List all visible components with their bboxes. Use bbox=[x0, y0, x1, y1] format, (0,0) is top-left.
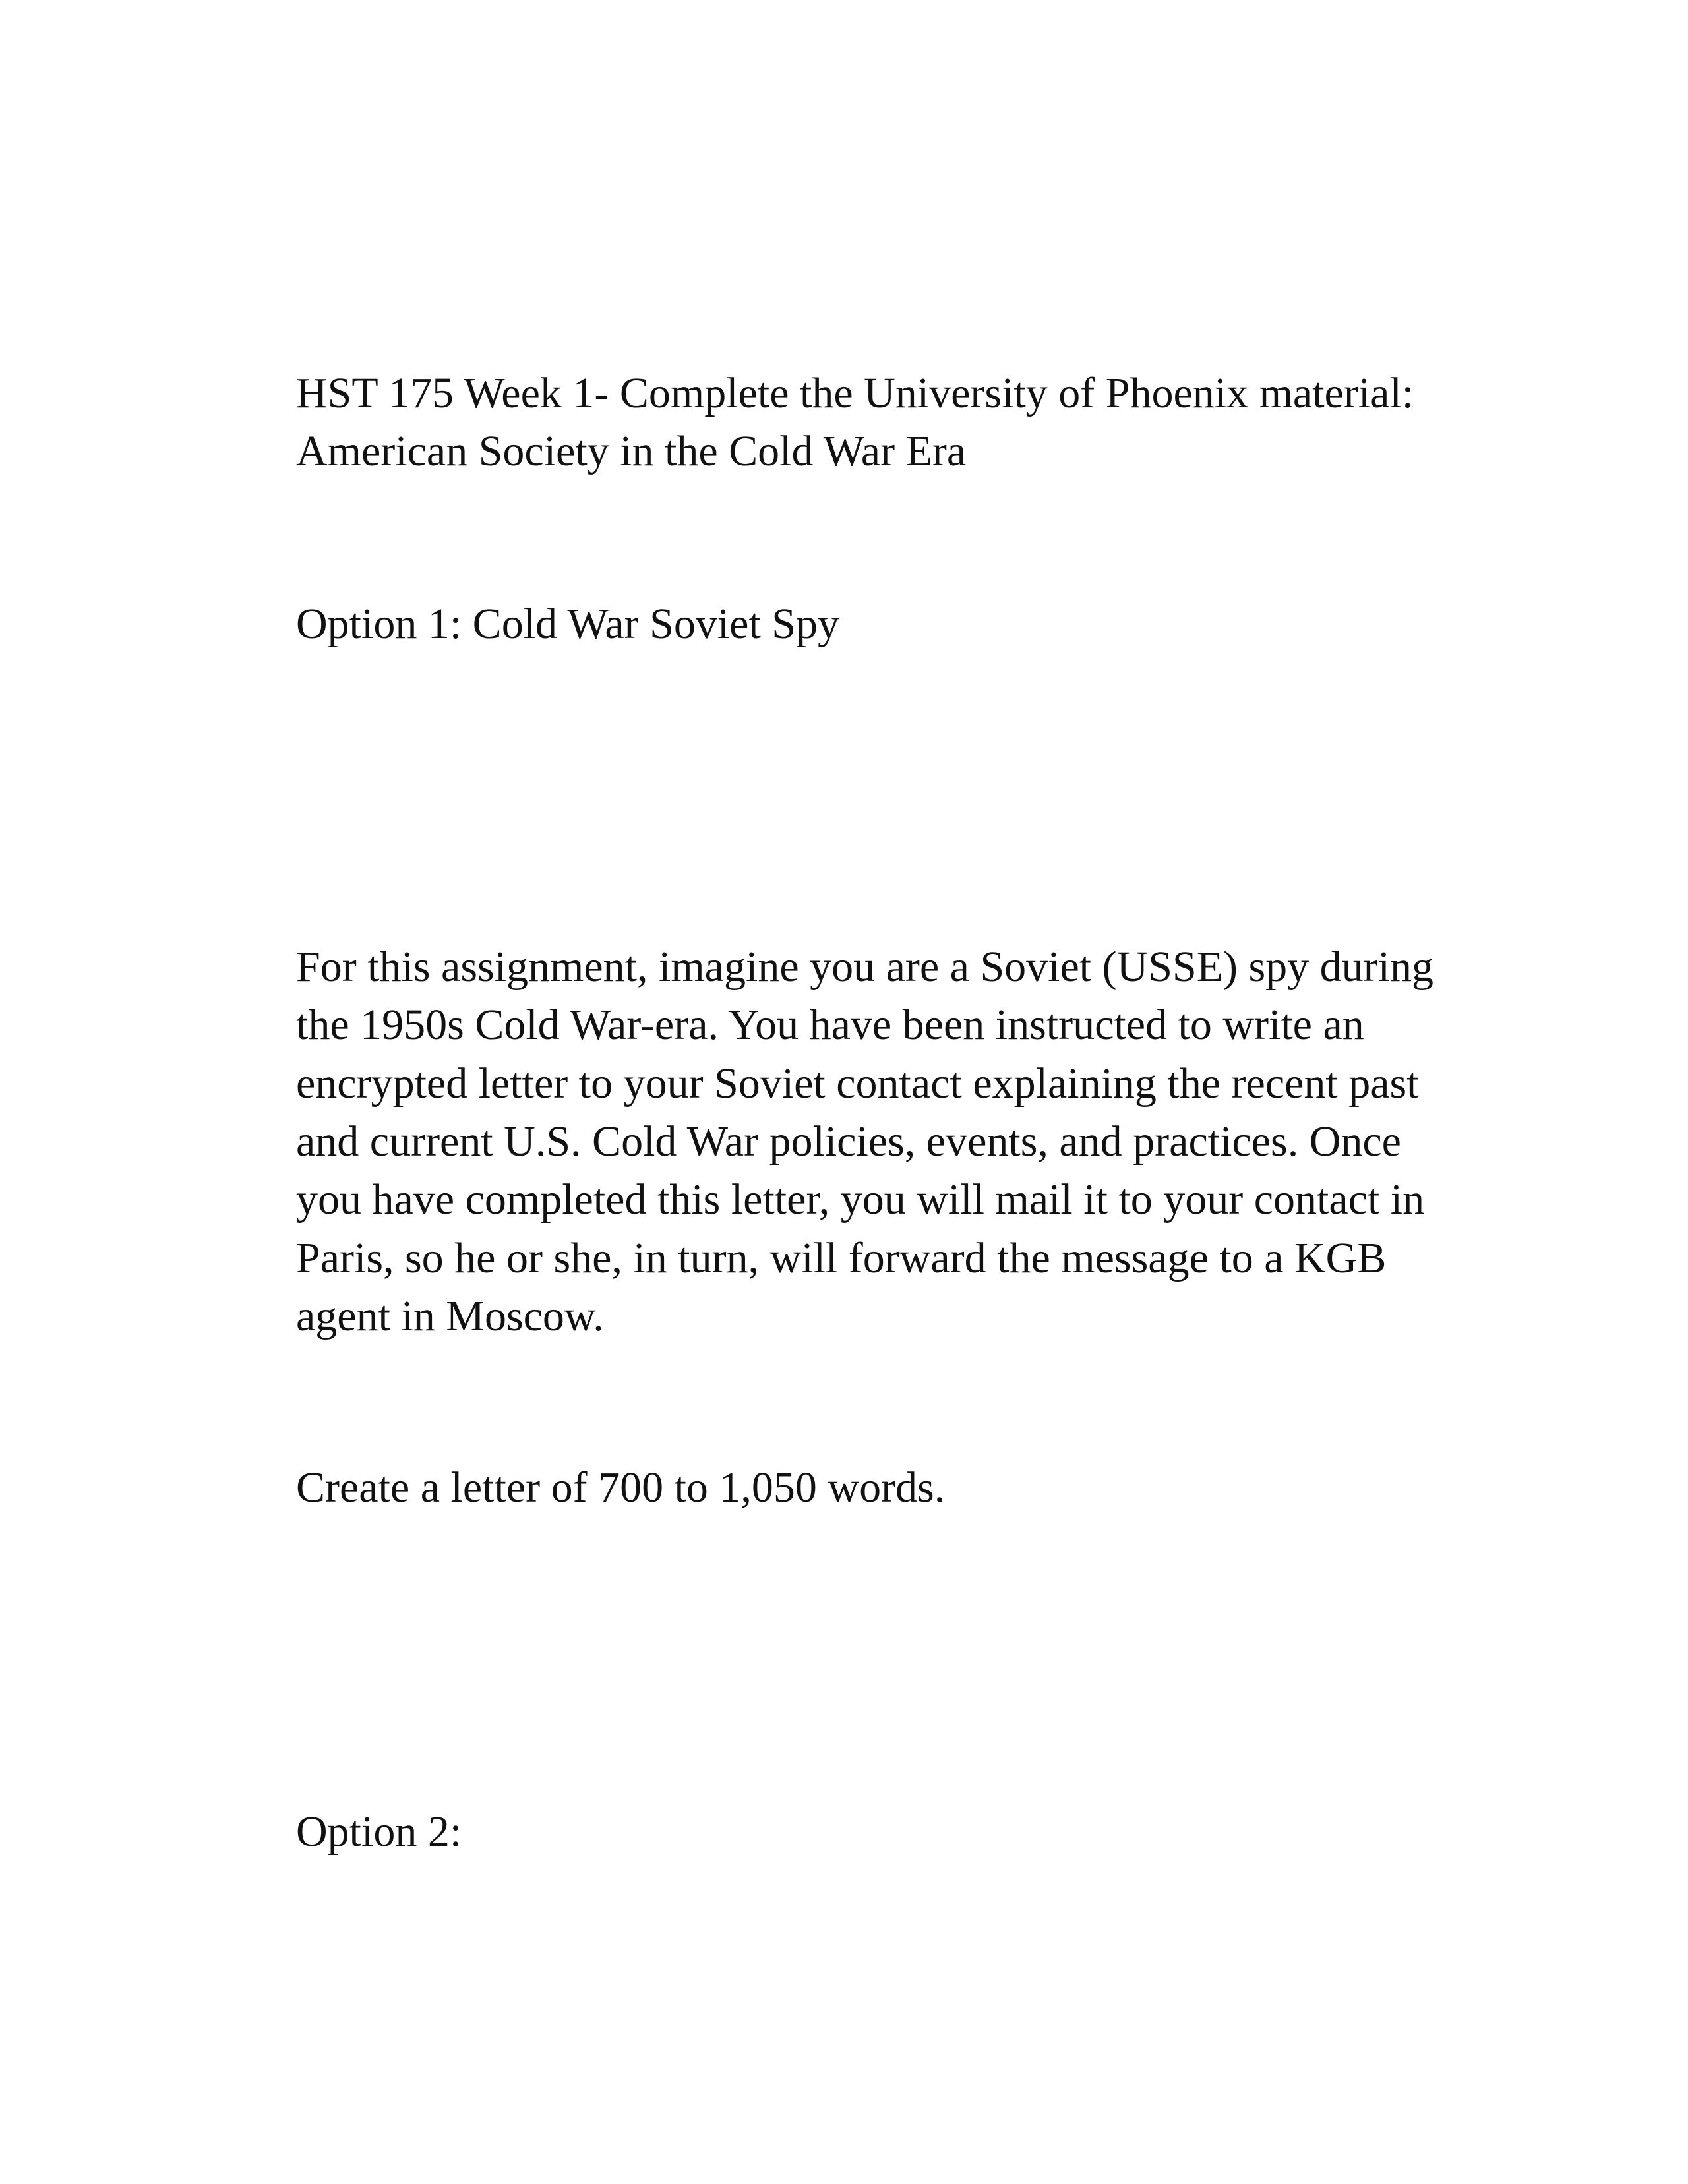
assignment-line-3: encrypted letter to your Soviet contact explaining the recent past bbox=[296, 1059, 1419, 1107]
assignment-line-1: For this assignment, imagine you are a Soviet (USSE) spy during bbox=[296, 943, 1433, 991]
assignment-line-6: Paris, so he or she, in turn, will forward the message to a KGB bbox=[296, 1234, 1387, 1282]
assignment-line-4: and current U.S. Cold War policies, events, and practices. Once bbox=[296, 1117, 1401, 1166]
assignment-line-7: agent in Moscow. bbox=[296, 1292, 604, 1340]
document-title-line-1: HST 175 Week 1- Complete the University of Phoenix material: bbox=[296, 369, 1414, 417]
assignment-line-2: the 1950s Cold War-era. You have been instructed to write an bbox=[296, 1001, 1364, 1049]
option-1-heading: Option 1: Cold War Soviet Spy bbox=[296, 600, 840, 648]
word-count-requirement: Create a letter of 700 to 1,050 words. bbox=[296, 1463, 946, 1512]
option-2-heading: Option 2: bbox=[296, 1808, 462, 1856]
assignment-line-5: you have completed this letter, you will mail it to your contact in bbox=[296, 1175, 1425, 1224]
document-title-line-2: American Society in the Cold War Era bbox=[296, 427, 967, 475]
